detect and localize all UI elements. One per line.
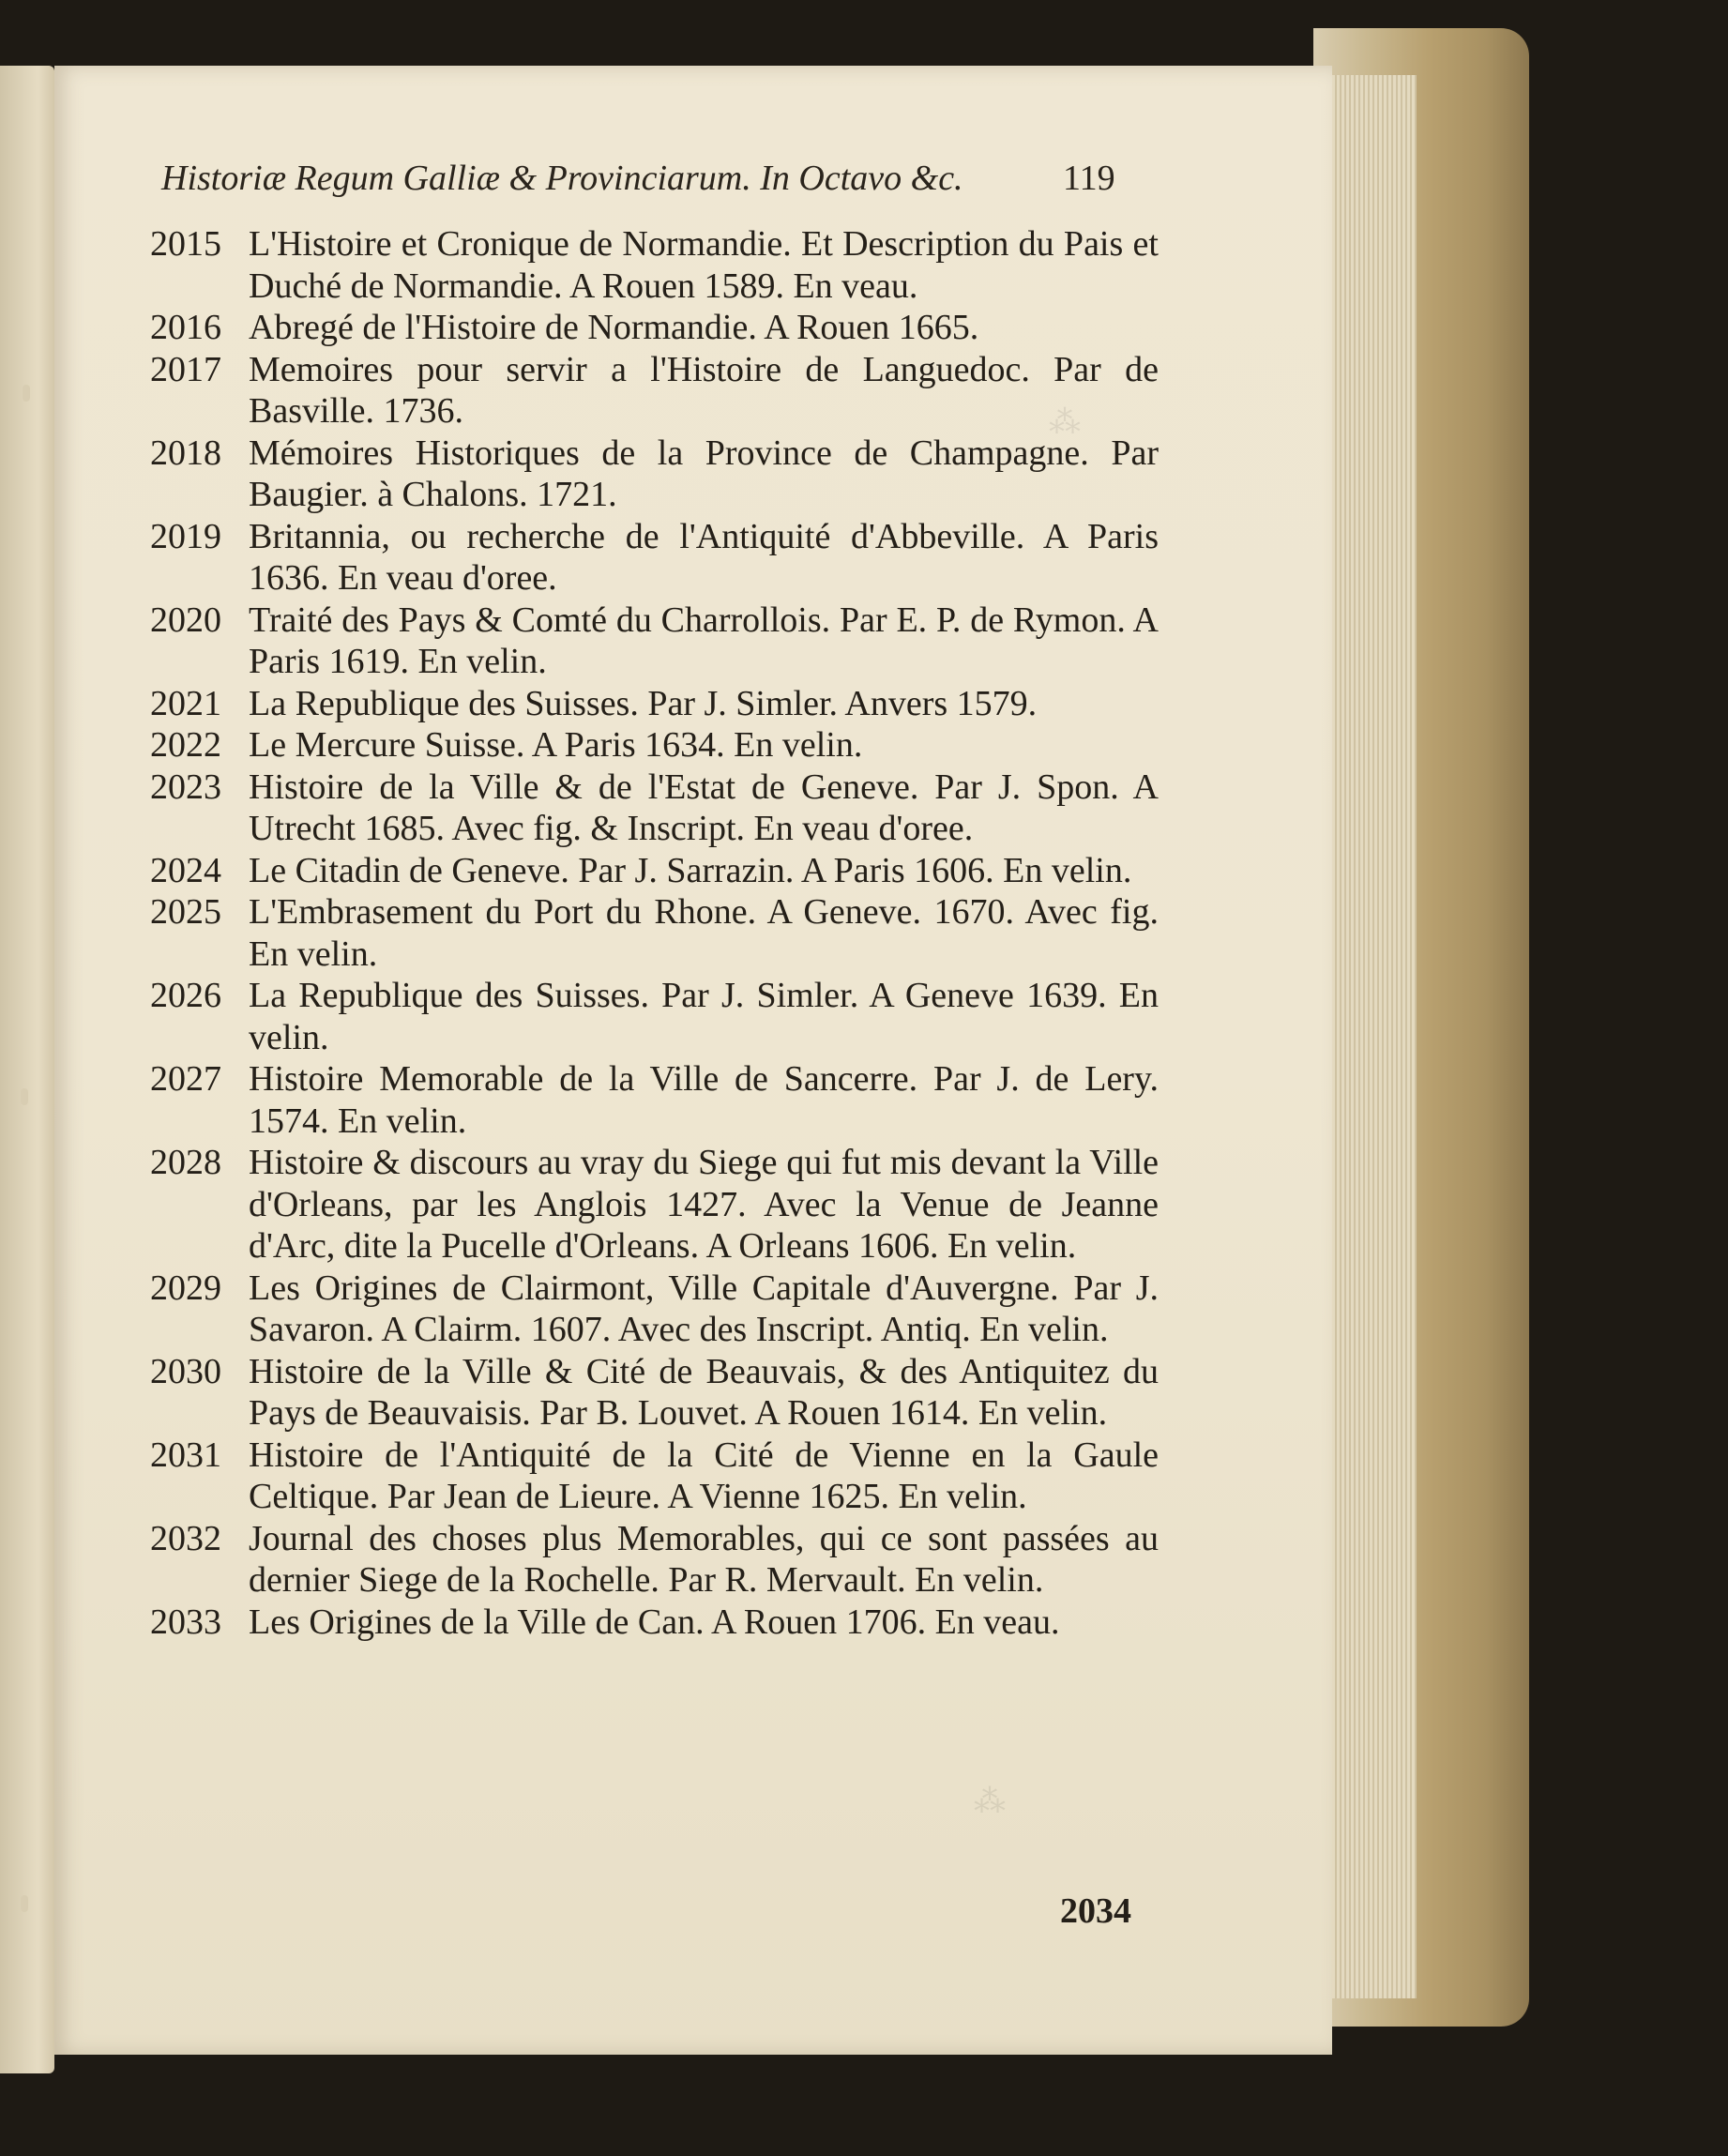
entry-number: 2031 xyxy=(150,1435,221,1475)
pin-hole xyxy=(21,1895,28,1912)
catalogue-entry xyxy=(150,1058,1159,1142)
entry-text: Histoire de l'Antiquité de la Cité de Vienne en la Gaule Celtique. Par Jean de Lieure. A Vienne 1625. En velin. xyxy=(249,1435,1159,1516)
catalogue-entry xyxy=(150,433,1159,516)
show-through: ⁂ xyxy=(974,1783,1006,1820)
catalogue-entry xyxy=(150,1142,1159,1268)
catalogue-entries xyxy=(150,223,1159,1643)
entry-text: L'Embrasement du Port du Rhone. A Geneve. 1670. Avec fig. En velin. xyxy=(249,892,1159,974)
entry-text: Les Origines de Clairmont, Ville Capitale d'Auvergne. Par J. Savaron. A Clairm. 1607. Avec des Inscript. Antiq. En velin. xyxy=(249,1268,1159,1349)
entry-number: 2023 xyxy=(150,767,221,807)
entry-text: Memoires pour servir a l'Histoire de Languedoc. Par de Basville. 1736. xyxy=(249,349,1159,431)
catalogue-entry xyxy=(150,1518,1159,1602)
entry-number: 2016 xyxy=(150,308,221,347)
entry-text: Le Mercure Suisse. A Paris 1634. En velin. xyxy=(249,725,863,765)
running-head: Historiæ Regum Galliæ & Provinciarum. In Octavo &c. xyxy=(161,159,963,198)
entry-text: Traité des Pays & Comté du Charrollois. Par E. P. de Rymon. A Paris 1619. En velin. xyxy=(249,600,1159,681)
entry-text: Abregé de l'Histoire de Normandie. A Rouen 1665. xyxy=(249,308,979,347)
entry-number: 2030 xyxy=(150,1351,221,1391)
entry-text: La Republique des Suisses. Par J. Simler. Anvers 1579. xyxy=(249,683,1038,723)
catalogue-entry xyxy=(150,850,1159,892)
entry-number: 2028 xyxy=(150,1143,221,1182)
entry-number: 2033 xyxy=(150,1602,221,1642)
entry-text: Histoire & discours au vray du Siege qui fut mis devant la Ville d'Orleans, par les Anglois 1427. Avec la Venue de Jeanne d'Arc, dite la Pucelle d'Orleans. A Orleans 1606. En velin. xyxy=(249,1143,1159,1266)
show-through: ⁂ xyxy=(1049,403,1081,441)
entry-text: Les Origines de la Ville de Can. A Rouen 1706. En veau. xyxy=(249,1602,1060,1642)
entry-number: 2029 xyxy=(150,1268,221,1308)
catalogue-entry xyxy=(150,724,1159,767)
catalogue-entry xyxy=(150,516,1159,600)
entry-text: Histoire de la Ville & Cité de Beauvais, & des Antiquitez du Pays de Beauvaisis. Par B. Louvet. A Rouen 1614. En velin. xyxy=(249,1351,1159,1433)
entry-number: 2015 xyxy=(150,224,221,264)
entry-number: 2018 xyxy=(150,433,221,473)
entry-number: 2025 xyxy=(150,892,221,932)
entry-text: Histoire Memorable de la Ville de Sancerre. Par J. de Lery. 1574. En velin. xyxy=(249,1059,1159,1141)
pin-hole xyxy=(21,1088,28,1105)
entry-text: Britannia, ou recherche de l'Antiquité d'Abbeville. A Paris 1636. En veau d'oree. xyxy=(249,516,1159,598)
catalogue-entry xyxy=(150,349,1159,433)
entry-text: Mémoires Historiques de la Province de Champagne. Par Baugier. à Chalons. 1721. xyxy=(249,433,1159,514)
entry-number: 2027 xyxy=(150,1059,221,1099)
entry-number: 2022 xyxy=(150,725,221,765)
entry-text: L'Histoire et Cronique de Normandie. Et Description du Pais et Duché de Normandie. A Rouen 1589. En veau. xyxy=(249,224,1159,306)
entry-number: 2024 xyxy=(150,850,221,890)
catalogue-entry xyxy=(150,891,1159,975)
catalogue-entry xyxy=(150,683,1159,725)
catalogue-entry xyxy=(150,307,1159,349)
entry-text: Journal des choses plus Memorables, qui ce sont passées au dernier Siege de la Rochelle. Par R. Mervault. En velin. xyxy=(249,1518,1159,1600)
catalogue-entry xyxy=(150,1602,1159,1644)
entry-number: 2017 xyxy=(150,349,221,389)
entry-text: Histoire de la Ville & de l'Estat de Geneve. Par J. Spon. A Utrecht 1685. Avec fig. & Inscript. En veau d'oree. xyxy=(249,767,1159,848)
catalogue-entry xyxy=(150,600,1159,683)
pin-hole xyxy=(23,385,30,402)
entry-number: 2020 xyxy=(150,600,221,640)
entry-number: 2019 xyxy=(150,516,221,556)
catalogue-entry xyxy=(150,767,1159,850)
entry-text: La Republique des Suisses. Par J. Simler. A Geneve 1639. En velin. xyxy=(249,976,1159,1057)
entry-number: 2026 xyxy=(150,976,221,1015)
catalogue-entry xyxy=(150,223,1159,307)
catalogue-entry xyxy=(150,1268,1159,1351)
entry-number: 2021 xyxy=(150,683,221,723)
catalogue-entry xyxy=(150,1351,1159,1435)
entry-number: 2032 xyxy=(150,1518,221,1558)
catalogue-entry xyxy=(150,975,1159,1058)
page-number: 119 xyxy=(1063,159,1115,198)
catchword: 2034 xyxy=(1060,1891,1131,1931)
entry-text: Le Citadin de Geneve. Par J. Sarrazin. A Paris 1606. En velin. xyxy=(249,850,1132,890)
catalogue-entry xyxy=(150,1435,1159,1518)
left-page-edge xyxy=(0,66,54,2073)
